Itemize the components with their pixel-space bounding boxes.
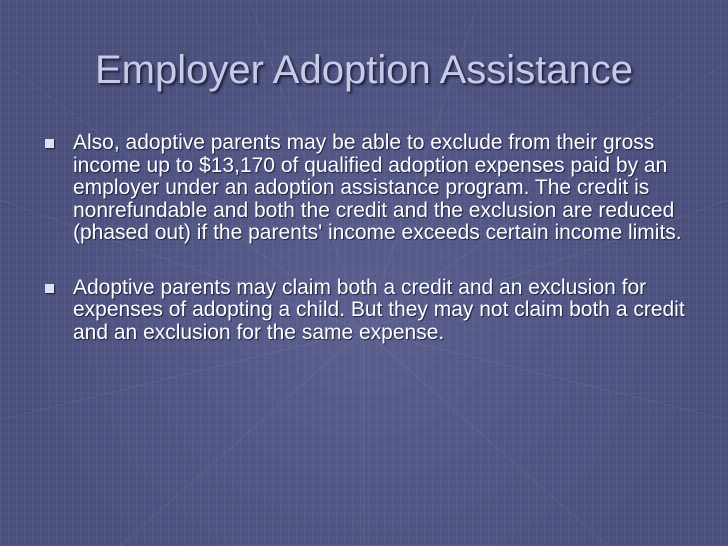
bullet-text: Also, adoptive parents may be able to exclude from their gross income up to $13,170 of qualified adoption expenses paid by an employer under an adoption assistance program. The credit is nonrefundable and both the credit and the exclusion are reduced (phased out) if the parents' income exceeds certain income limits. — [73, 131, 682, 244]
slide-title: Employer Adoption Assistance — [94, 48, 634, 92]
square-bullet-icon — [45, 284, 54, 293]
bullet-item — [45, 132, 690, 245]
bullet-text: Adoptive parents may claim both a credit and an exclusion for expenses of adopting a child. But they may not claim both a credit and an exclusion for the same expense. — [73, 275, 685, 344]
bullet-item — [45, 277, 690, 345]
square-bullet-icon — [45, 139, 54, 148]
bullet-list — [45, 132, 690, 376]
